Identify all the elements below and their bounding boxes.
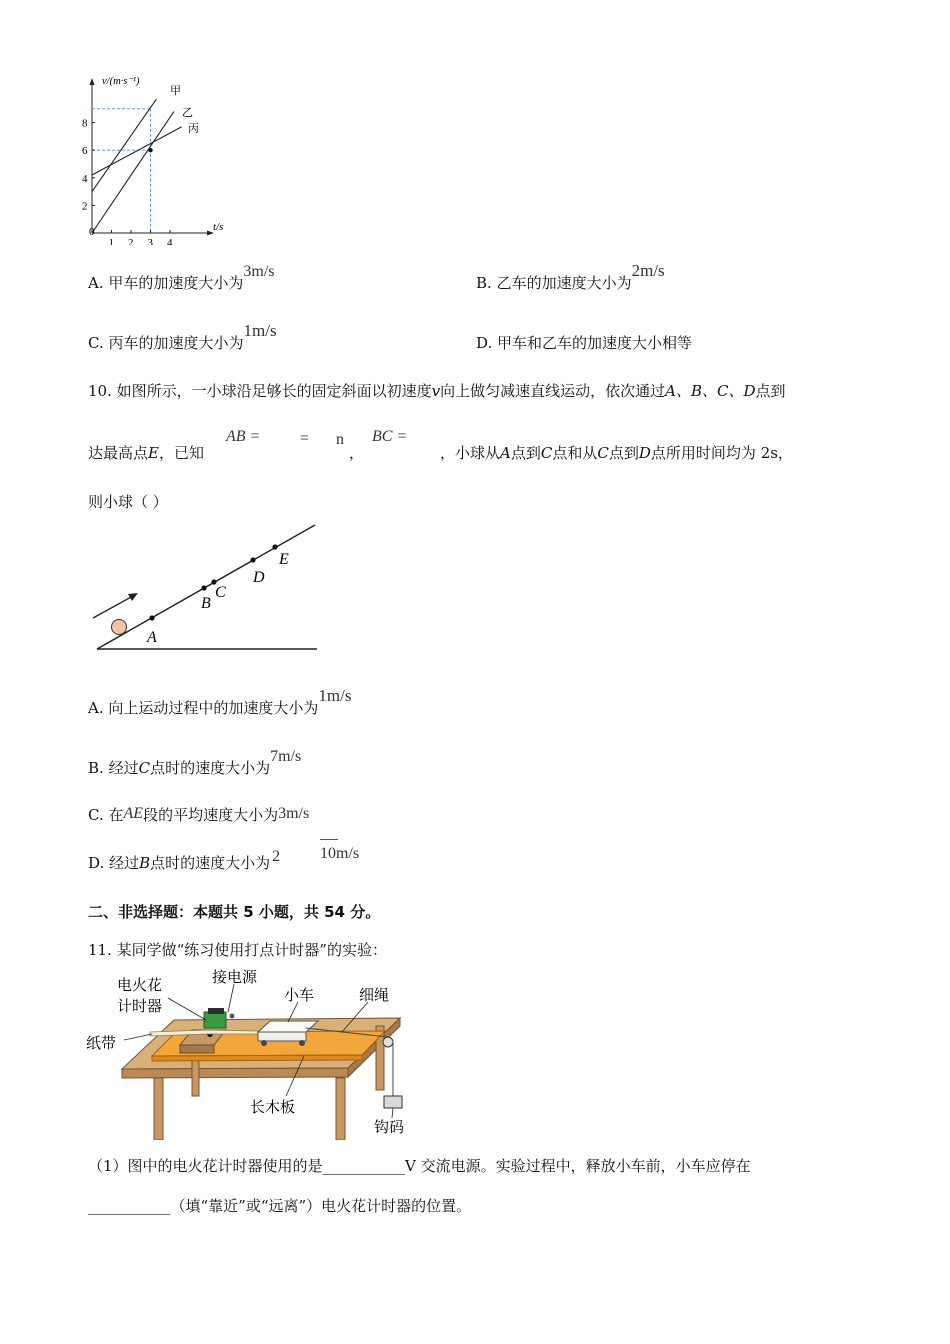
sqrt-overbar — [320, 839, 338, 840]
origin-label: 0 — [89, 226, 95, 238]
q10-b-value: 7m/s — [270, 748, 302, 765]
x-tick-label: 4 — [167, 237, 173, 245]
point-a-dot — [149, 615, 154, 620]
q10-c-value: 3m/s — [278, 805, 310, 822]
timer-top — [208, 1008, 224, 1014]
q10-option-a: A. 向上运动过程中的加速度大小为1m/s — [88, 686, 352, 717]
line-label-jia: 甲 — [170, 85, 181, 97]
leader-weight — [392, 1108, 393, 1118]
q10-n: n — [336, 431, 344, 448]
q9-option-c: C. 丙车的加速度大小为1m/s — [88, 321, 277, 352]
q10-option-c: C. 在AE段的平均速度大小为3m/s — [88, 805, 310, 824]
q9-a-value: 3m/s — [243, 263, 275, 280]
x-tick-label: 1 — [108, 237, 114, 245]
label-timer-2: 计时器 — [117, 997, 163, 1015]
q10-line-2a: 达最高点E，已知 — [88, 444, 204, 462]
leader-power — [228, 984, 234, 1012]
x-axis-label: t/s — [213, 221, 224, 233]
spark-timer — [204, 1012, 226, 1028]
point-e-dot — [272, 544, 277, 549]
label-board: 长木板 — [250, 1098, 296, 1116]
cart-wheel — [261, 1040, 267, 1046]
cart-front — [258, 1032, 306, 1041]
q11-stem: 11. 某同学做“练习使用打点计时器”的实验： — [88, 941, 387, 959]
motion-arrow-head — [128, 593, 138, 601]
q10-eq: = — [300, 430, 310, 447]
y-tick-label: 2 — [82, 200, 88, 213]
table-leg — [154, 1078, 163, 1140]
label-rope: 细绳 — [359, 986, 390, 1004]
q10-line-3: 则小球（ ） — [88, 493, 168, 511]
apparatus-figure — [80, 960, 420, 1140]
q10-line-1: 10. 如图所示，一小球沿足够长的固定斜面以初速度v向上做匀减速直线运动，依次通过A、B、C、D点到 — [88, 382, 786, 400]
leader-tape — [124, 1034, 152, 1040]
line-label-bing: 丙 — [188, 123, 199, 135]
y-tick-label: 8 — [82, 117, 88, 130]
incline-figure — [85, 520, 325, 655]
y-axis-label: v/(m·s⁻¹) — [102, 76, 140, 87]
x-tick-label: 2 — [128, 237, 134, 245]
point-d-dot — [250, 557, 255, 562]
table-leg — [192, 1060, 199, 1096]
tabletop-edge — [122, 1068, 348, 1078]
leader-timer — [168, 998, 206, 1020]
series-line-2 — [92, 127, 182, 175]
label-weight: 钩码 — [374, 1118, 405, 1136]
point-c-label: C — [215, 584, 226, 601]
point-d-label: D — [253, 569, 265, 586]
q9-option-b: B. 乙车的加速度大小为2m/s — [476, 261, 665, 292]
q10-a-value: 1m/s — [318, 686, 352, 705]
label-power: 接电源 — [212, 968, 258, 986]
label-tape: 纸带 — [86, 1034, 117, 1052]
x-tick-label: 3 — [147, 237, 153, 245]
q10-d-value: 10m/s — [320, 845, 360, 862]
q11-sub1-line-1: （1）图中的电火花计时器使用的是___________V 交流电源。实验过程中，释放小车前，小车应停在 — [88, 1157, 751, 1175]
q10-option-b: B. 经过C点时的速度大小为7m/s — [88, 748, 302, 777]
point-b-dot — [201, 585, 206, 590]
q9-c-value: 1m/s — [243, 321, 277, 340]
long-board-edge — [152, 1055, 362, 1061]
pulley — [383, 1037, 393, 1047]
intersection-point — [148, 148, 152, 152]
q10-d-coef: 2 — [272, 848, 281, 865]
point-a-label: A — [147, 629, 157, 646]
series-line-1 — [92, 112, 174, 233]
point-b-label: B — [201, 595, 211, 612]
q10-option-d: D. 经过B点时的速度大小为 2 — [88, 848, 281, 872]
q10-bc-expr: BC = — [372, 428, 408, 445]
ball — [112, 620, 127, 635]
y-axis-arrow — [90, 78, 95, 85]
q9-b-value: 2m/s — [631, 261, 665, 280]
timer-terminal — [230, 1014, 235, 1019]
line-label-yi: 乙 — [182, 107, 193, 119]
point-e-label: E — [279, 551, 289, 568]
motion-arrow — [93, 596, 133, 618]
label-cart: 小车 — [284, 986, 315, 1004]
y-tick-label: 4 — [82, 172, 88, 185]
q11-sub1-line-2: ___________（填“靠近”或“远离”）电火花计时器的位置。 — [88, 1197, 472, 1215]
cart-wheel — [299, 1040, 305, 1046]
q9-option-d: D. 甲车和乙车的加速度大小相等 — [476, 334, 693, 352]
label-timer-1: 电火花 — [117, 976, 163, 994]
timer-front — [180, 1045, 214, 1053]
section-2-heading: 二、非选择题：本题共 5 小题，共 54 分。 — [88, 903, 381, 921]
table-leg — [336, 1078, 345, 1140]
hook-weight — [384, 1096, 402, 1108]
q9-option-a: A. 甲车的加速度大小为3m/s — [88, 263, 275, 292]
q10-comma: ， — [349, 444, 365, 462]
y-tick-label: 6 — [82, 145, 88, 158]
q10-line-2b: ，小球从A点到C点和从C点到D点所用时间均为 2s， — [440, 444, 793, 462]
q10-ab-expr: AB = — [226, 428, 261, 445]
vt-graph — [80, 70, 240, 245]
